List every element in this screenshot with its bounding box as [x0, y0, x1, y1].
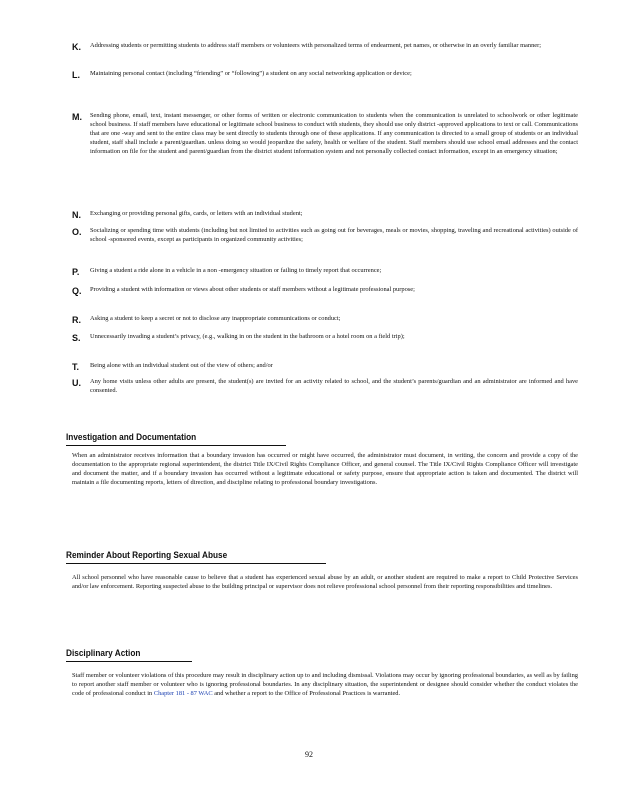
- disciplinary-text-end: and whether a report to the Office of Professional Practices is warranted.: [212, 689, 401, 697]
- reminder-paragraph: All school personnel who have reasonable cause to believe that a student has experienced sexual abuse by an adult, or another student are required to make a report to Child Protective Services and/or law enforcement. Reporting suspected abuse to the building principal or supervisor does not relieve professional school personnel from their reporting responsibilities and timelines.: [72, 574, 578, 590]
- list-item-t: [72, 362, 578, 372]
- section-heading-investigation: Investigation and Documentation: [66, 432, 197, 443]
- item-letter: S.: [72, 333, 81, 343]
- section-heading-disciplinary: Disciplinary Action: [66, 648, 141, 659]
- item-text: Addressing students or permitting students to address staff members or volunteers with personalized terms of endearment, pet names, or otherwise in an overly familiar manner;: [90, 42, 542, 49]
- item-text: Maintaining personal contact (including “friending” or “following”) a student on any social networking application or device;: [90, 70, 412, 77]
- page-number: 92: [305, 750, 313, 759]
- investigation-paragraph: When an administrator receives information that a boundary invasion has occurred or might have occurred, the administrator must document, in writing, the concern and provide a copy of the documentation to the appropriate regional superintendent, the district Title IX/Civil Rights Compliance Officer, and general counsel. The Title IX/Civil Rights Compliance Officer will investigate and document the matter, and if a boundary invasion has occurred without a legitimate educational or safety purpose, ensure that appropriate action is taken and documented. The district will maintain a file documenting reports, letters of direction, and discipline relating to professional boundary investigations.: [72, 452, 578, 486]
- item-text: Giving a student a ride alone in a vehicle in a non -emergency situation or failing to timely report that occurrence;: [90, 267, 382, 274]
- item-text: Sending phone, email, text, instant messenger, or other forms of written or electronic communication to students when the communication is unrelated to schoolwork or other legitimate school business. If staff members have educational or legitimate school business to conduct with students, they should use only district -approved applications to text or call. Communications that are one -way and sent to the entire class may be sent directly to students through one of these applications. If any communication is directed to a small group of students or an individual student, staff shall include a parent/guardian. unless doing so would jeopardize the safety, health or welfare of the student. Staff members should use school email addresses and the contact information on file for the student and parent/guardian from the district student information system and not personally collected contact information, except in an emergency situation;: [90, 112, 578, 155]
- list-item-k: [72, 42, 578, 52]
- item-text: Any home visits unless other adults are present, the student(s) are invited for an activity related to school, and the student’s parents/guardian and an administrator are informed and have consented.: [90, 378, 578, 394]
- list-item-l: [72, 70, 578, 80]
- item-text: Providing a student with information or views about other students or staff members without a legitimate professional purpose;: [90, 286, 415, 293]
- disciplinary-paragraph: [72, 672, 578, 699]
- heading-underline: [66, 661, 192, 662]
- item-text: Being alone with an individual student out of the view of others; and/or: [90, 362, 273, 369]
- item-letter: M.: [72, 112, 82, 122]
- item-letter: O.: [72, 227, 82, 237]
- heading-underline: [66, 445, 286, 446]
- item-text: Socializing or spending time with students (including but not limited to activities such as going out for beverages, meals or movies, shopping, traveling and recreational activities) outside of school -sponsored events, except as participants in organized community activities;: [90, 227, 578, 243]
- item-letter: Q.: [72, 286, 82, 296]
- item-letter: U.: [72, 378, 81, 388]
- list-item-o: [72, 227, 578, 245]
- heading-underline: [66, 563, 326, 564]
- item-letter: N.: [72, 210, 81, 220]
- item-letter: R.: [72, 315, 81, 325]
- list-item-u: [72, 378, 578, 396]
- item-text: Exchanging or providing personal gifts, cards, or letters with an individual student;: [90, 210, 303, 217]
- item-text: Asking a student to keep a secret or not to disclose any inappropriate communications or conduct;: [90, 315, 341, 322]
- item-letter: T.: [72, 362, 80, 372]
- list-item-n: [72, 210, 578, 220]
- item-letter: K.: [72, 42, 81, 52]
- item-letter: L.: [72, 70, 80, 80]
- list-item-s: [72, 333, 578, 343]
- item-letter: P.: [72, 267, 80, 277]
- section-heading-reminder: Reminder About Reporting Sexual Abuse: [66, 550, 228, 561]
- list-item-r: [72, 315, 578, 325]
- list-item-q: [72, 286, 578, 296]
- list-item-m: [72, 112, 578, 157]
- item-text: Unnecessarily invading a student’s privacy, (e.g., walking in on the student in the bathroom or a hotel room on a field trip);: [90, 333, 405, 340]
- list-item-p: [72, 267, 578, 277]
- disciplinary-text-start: Staff member or volunteer violations of this procedure may result in disciplinary action up to and including dismissal. Violations may occur by ignoring professional boundaries, as well as by failing to report another staff member or volunteer who is ignoring professional boundaries. In any disciplinary situation, the superintendent or designee should consider whether the conduct violates the code of professional conduct in: [72, 672, 578, 697]
- wac-chapter-link[interactable]: Chapter 181 - 87 WAC: [153, 689, 213, 697]
